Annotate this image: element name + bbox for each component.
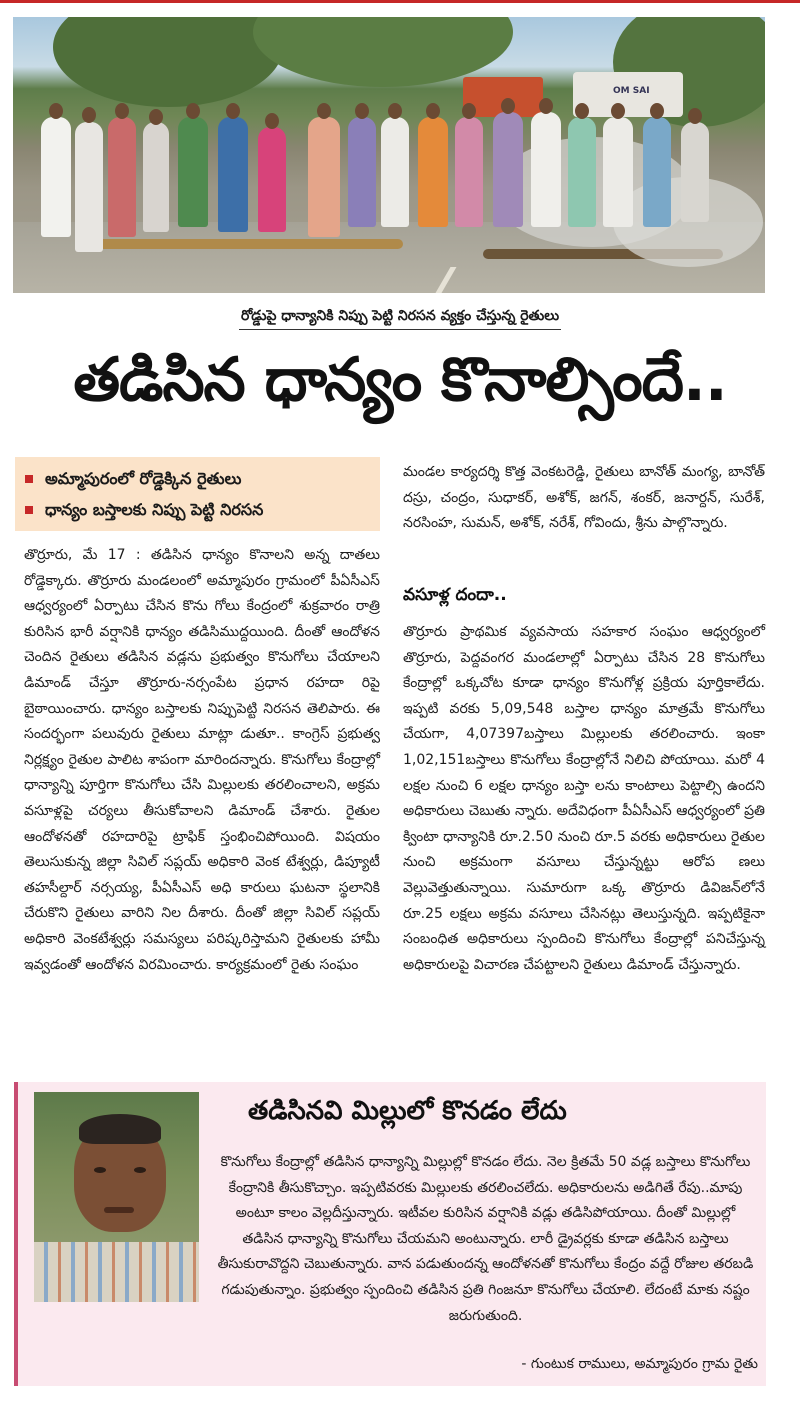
person-head (317, 103, 331, 119)
person-shape (308, 117, 340, 237)
headline: తడిసిన ధాన్యం కొనాల్సిందే.. (73, 345, 727, 415)
person-shape (493, 112, 523, 227)
portrait-mouth (104, 1207, 134, 1213)
highlight-text: ధాన్యం బస్తాలకు నిప్పు పెట్టి నిరసన (45, 500, 264, 519)
person-head (265, 113, 279, 129)
person-shape (418, 117, 448, 227)
bullet-square-icon (25, 506, 33, 514)
person-shape (108, 117, 136, 237)
tree-shape (53, 17, 283, 107)
photo-caption-row (0, 305, 800, 330)
person-shape (41, 117, 71, 237)
person-head (388, 103, 402, 119)
article-right-column (403, 620, 765, 978)
person-shape (178, 117, 208, 227)
person-head (611, 103, 625, 119)
burning-grain (83, 239, 403, 249)
article-right-text: తొర్రూరు ప్రాథమిక వ్యవసాయ సహకార సంఘం ఆధ్వర్యంలో తొర్రూరు, పెద్దవంగర మండలాల్లో ఏర్పాటు చేసిన 28 కొనుగోలు కేంద్రాల్లో ఒక్కచోట కూడా ధాన్యం కొనుగోళ్ల ప్రక్రియ పూర్తికాలేదు. ఇప్పటి వరకు 5,09,548 బస్తాల ధాన్యం మాత్రమే కొనుగోలు చేయగా, 4,07397బస్తాలు మిల్లులకు తరలించారు. ఇంకా 1,02,151బస్తాలు కొనుగోలు కేంద్రాల్లోనే నిలిచి పోయాయి. మరో 4 లక్షల నుంచి 6 లక్షల ధాన్యం బస్తా లను కాంటాలు పెట్టాల్సి ఉందని అధికారులు చెబుతు న్నారు. అదేవిధంగా పీఏసీఎస్ ఆధ్వర్యంలో ప్రతి క్వింటా ధాన్యానికి రూ.2.50 నుంచి రూ.5 వరకు అధికారులు రైతుల నుంచి అక్రమంగా వసూలు చేస్తున్నట్టు ఆరోప ణలు వెల్లువెత్తుతున్నాయి. సుమారుగా ఒక్క తొర్రూరు డివిజన్‌లోనే రూ.25 లక్షలు అక్రమ వసూలు చేసినట్లు తెలుస్తున్నది. ఇప్పటికైనా సంబంధిత అధికారులు స్పందించి కొనుగోలు కేంద్రాల్లో పనిచేస్తున్న అధికారులపై విచారణ చేపట్టాలని రైతులు డిమాండ్ చేస్తున్నారు. (403, 624, 765, 973)
person-head (226, 103, 240, 119)
portrait-eye (94, 1167, 106, 1173)
farmer-quote-box (14, 1082, 766, 1386)
farmer-portrait (34, 1092, 199, 1302)
person-shape (568, 117, 596, 227)
person-shape (75, 122, 103, 252)
person-shape (143, 122, 169, 232)
person-head (575, 103, 589, 119)
section-subhead: వసూళ్ల దందా.. (403, 585, 507, 605)
person-head (82, 107, 96, 123)
protest-photo (13, 17, 765, 293)
box-quote-text: కొనుగోలు కేంద్రాల్లో తడిసిన ధాన్యాన్ని మిల్లుల్లో కొనడం లేదు. నెల క్రితమే 50 వడ్ల బస్తాలు కొనుగోలు కేంద్రానికి తీసుకొచ్చాం. ఇప్పటివరకు మిల్లులకు తరలించలేదు. అధికారులను అడిగితే రేపు..మాపు అంటూ కాలం వెల్లదీస్తున్నారు. ఇటీవల కురిసిన వర్షానికి వడ్లు తడిసిపోయాయి. దీంతో మిల్లుల్లో తడిసిన ధాన్యాన్ని కొనుగోలు చేయమని అంటున్నారు. లారీ డ్రైవర్లకు కూడా తడిసిన బస్తాలు తీసుకురావొద్దని చెబుతున్నారు. వాన పడుతుందన్న ఆందోళనతో కొనుగోలు కేంద్రం వద్దే రోజుల తరబడి గడుపుతున్నాం. ప్రభుత్వం స్పందించి తడిసిన ప్రతి గింజనూ కొనుగోలు చేయాలి. లేదంటే మాకు నష్టం జరుగుతుంది. (217, 1154, 754, 1324)
person-shape (348, 117, 376, 227)
highlight-item (25, 494, 370, 525)
article-right-top (403, 460, 765, 537)
person-shape (381, 117, 409, 227)
highlight-text: అమ్మాపురంలో రోడ్డెక్కిన రైతులు (45, 469, 242, 488)
person-head (539, 98, 553, 114)
highlight-item (25, 463, 370, 494)
truck-sign: OM SAI (613, 86, 650, 96)
portrait-scarf (34, 1242, 199, 1302)
bullet-square-icon (25, 475, 33, 483)
highlights-box (15, 457, 380, 531)
person-head (49, 103, 63, 119)
article-right-top-text: మండల కార్యదర్శి కొత్త వెంకటరెడ్డి, రైతులు బానోత్ మంగ్య, బానోత్ దస్రు, చంద్రం, సుధాకర్, అశోక్, జగన్, శంకర్, జనార్దన్, సురేశ్, నరసింహ, సుమన్, అశోక్, నరేశ్, గోవిందు, శ్రీను పాల్గొన్నారు. (403, 464, 765, 532)
person-shape (643, 117, 671, 227)
person-head (186, 103, 200, 119)
person-head (462, 103, 476, 119)
person-shape (258, 127, 286, 232)
portrait-hair (79, 1114, 161, 1144)
truck-shape (573, 72, 683, 117)
person-head (426, 103, 440, 119)
box-attribution: - గుంటుక రాములు, అమ్మాపురం గ్రామ రైతు (521, 1356, 758, 1372)
article-left-text: తొర్రూరు, మే 17 : తడిసిన ధాన్యం కొనాలని అన్న దాతలు రోడ్డెక్కారు. తొర్రూరు మండలంలో అమ్మాపురం గ్రామంలో పీఏసీఎస్ ఆధ్వర్యంలో ఏర్పాటు చేసిన కొను గోలు కేంద్రంలో శుక్రవారం రాత్రి కురిసిన భారీ వర్షానికి ధాన్యం తడిసిముద్దయింది. దీంతో ఆందోళన చెందిన రైతులు తడిసిన వడ్లను ప్రభుత్వం కొనుగోలు చేయాలని డిమాండ్ చేస్తూ తొర్రూరు-నర్సంపేట ప్రధాన రహదా రిపై బైఠాయించారు. ధాన్యం బస్తాలకు నిప్పుపెట్టి నిరసన తెలిపారు. ఈ సందర్భంగా పలువురు రైతులు మాట్లా డుతూ.. కాంగ్రెస్ ప్రభుత్వ నిర్లక్ష్యం రైతుల పాలిట శాపంగా మారిందన్నారు. కొనుగోలు కేంద్రాల్లో ధాన్యాన్ని పూర్తిగా కొనుగోలు చేసి మిల్లులకు తరలించాలని, అక్రమ వసూళ్లపై చర్యలు తీసుకోవాలని డిమాండ్ చేశారు. రైతుల ఆందోళనతో రహదారిపై ట్రాఫిక్ స్తంభించిపోయింది. విషయం తెలుసుకున్న జిల్లా సివిల్ సప్లయ్ అధికారి వెంక టేశ్వర్లు, డిప్యూటీ తహసీల్దార్ నర్సయ్య, పీఏసీఎస్ అధి కారులు ఘటనా స్థలానికి చేరుకొని రైతులు వారిని నిల దీశారు. దీంతో జిల్లా సివిల్ సప్లయ్ అధికారి వెంకటేశ్వర్లు సమస్యలు పరిష్కరిస్తామని రైతులకు హామీ ఇవ్వడంతో ఆందోళన విరమించారు. కార్యక్రమంలో రైతు సంఘం (24, 547, 380, 973)
person-shape (218, 117, 248, 232)
person-head (501, 98, 515, 114)
portrait-eye (134, 1167, 146, 1173)
person-head (688, 108, 702, 124)
photo-caption: రోడ్డుపై ధాన్యానికి నిప్పు పెట్టి నిరసన వ్యక్తం చేస్తున్న రైతులు (239, 308, 561, 330)
person-shape (455, 117, 483, 227)
person-head (149, 109, 163, 125)
person-shape (681, 122, 709, 222)
person-shape (603, 117, 633, 227)
top-accent-line (0, 0, 800, 3)
article-left-column (24, 543, 380, 978)
person-head (355, 103, 369, 119)
person-shape (531, 112, 561, 227)
box-title: తడిసినవి మిల్లులో కొనడం లేదు (248, 1096, 567, 1126)
person-head (115, 103, 129, 119)
person-head (650, 103, 664, 119)
